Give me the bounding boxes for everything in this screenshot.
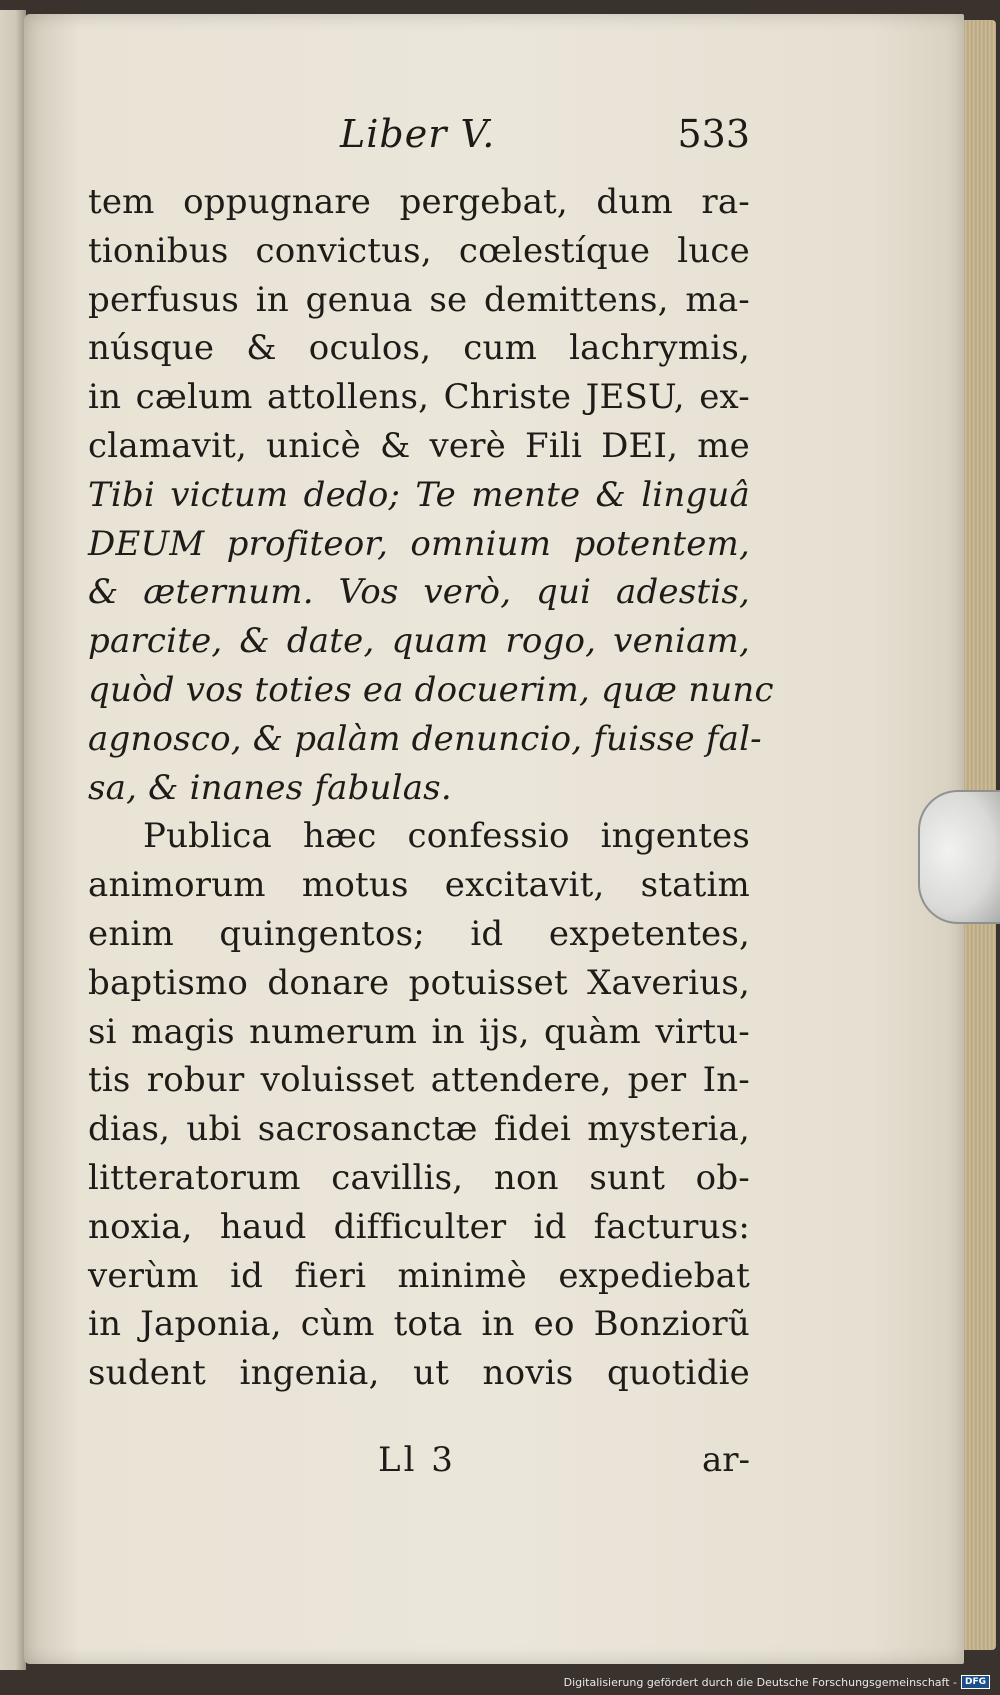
signature-mark: Ll 3	[378, 1440, 456, 1480]
page-clip	[918, 790, 1000, 924]
text-line: Publica hæc confessio ingentes	[143, 816, 750, 857]
text-line: parcite, & date, quam rogo, veniam,	[88, 621, 750, 662]
previous-page-edge	[0, 10, 26, 1670]
page-number: 533	[677, 112, 750, 156]
digitization-credit	[564, 1675, 990, 1689]
page-header	[90, 112, 750, 162]
text-line: in cælum attollens, Christe JESU, ex-	[88, 377, 750, 418]
text-line: perfusus in genua se demittens, ma-	[88, 279, 750, 320]
text-line: sa, & inanes fabulas.	[88, 767, 452, 808]
text-line: animorum motus excitavit, statim	[88, 865, 750, 906]
text-line: agnosco, & palàm denuncio, fuisse fal-	[88, 718, 762, 759]
text-line: quòd vos toties ea docuerim, quæ nunc	[88, 669, 774, 710]
text-line: enim quingentos; id expetentes,	[88, 913, 750, 954]
running-head: Liber V.	[340, 112, 496, 156]
text-line: baptismo donare potuisset Xaverius,	[88, 962, 750, 1003]
body-text	[88, 178, 774, 1398]
text-line: verùm id fieri minimè expediebat	[88, 1255, 750, 1296]
text-line: tionibus convictus, cœlestíque luce	[88, 230, 750, 271]
text-line: núsque & oculos, cum lachrymis,	[88, 328, 750, 369]
text-line: si magis numerum in ijs, quàm virtu-	[88, 1011, 750, 1052]
text-line: tem oppugnare pergebat, dum ra-	[88, 182, 750, 222]
catchword: ar-	[701, 1440, 750, 1480]
text-line: DEUM profiteor, omnium potentem,	[88, 523, 750, 564]
text-line: noxia, haud difficulter id facturus:	[88, 1206, 750, 1247]
text-line: clamavit, unicè & verè Fili DEI, me	[88, 425, 750, 466]
text-line: tis robur voluisset attendere, per In-	[88, 1060, 750, 1101]
text-line: dias, ubi sacrosanctæ fidei mysteria,	[88, 1109, 750, 1150]
dfg-logo: DFG	[961, 1675, 990, 1689]
text-line: in Japonia, cùm tota in eo Bonziorũ	[88, 1304, 750, 1345]
credit-text: Digitalisierung gefördert durch die Deutsche Forschungsgemeinschaft -	[563, 1675, 957, 1689]
text-line: sudent ingenia, ut novis quotidie	[88, 1353, 750, 1394]
text-line: & æternum. Vos verò, qui adestis,	[88, 572, 750, 613]
text-line: Tibi victum dedo; Te mente & linguâ	[88, 474, 750, 515]
text-line: litteratorum cavillis, non sunt ob-	[88, 1157, 750, 1198]
page-footer	[88, 1440, 750, 1490]
